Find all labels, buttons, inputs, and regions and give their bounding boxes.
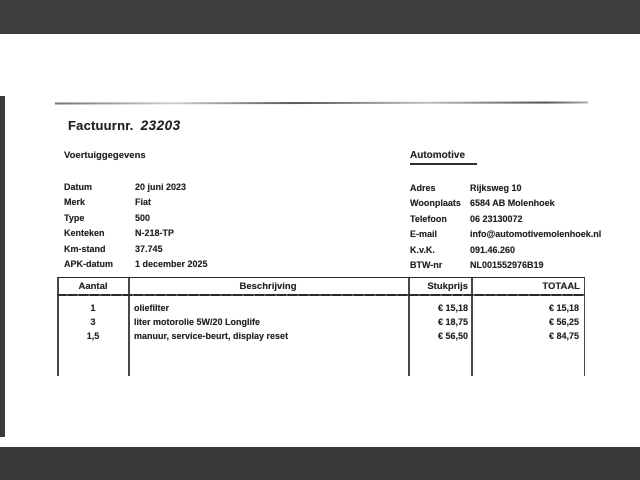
field-value: info@automotivemolenhoek.nl [470, 229, 602, 239]
company-field-kvk [410, 245, 635, 257]
cell-stukprijs: € 18,75 [437, 317, 468, 327]
field-value: 500 [135, 213, 151, 223]
scan-artifact-line [55, 101, 588, 104]
table-header-divider [57, 294, 585, 296]
cell-totaal: € 84,75 [548, 331, 579, 341]
field-value: 06 23130072 [470, 214, 523, 224]
invoice-number-label: Factuurnr. [68, 118, 134, 133]
vehicle-field-kenteken [64, 228, 404, 240]
field-value: 1 december 2025 [135, 259, 208, 269]
field-label: Merk [64, 197, 86, 207]
vehicle-field-apkdatum [64, 259, 404, 271]
scan-bottom-edge [0, 447, 640, 480]
field-label: Km-stand [64, 244, 106, 254]
cell-stukprijs: € 56,50 [437, 331, 468, 341]
field-label: K.v.K. [410, 245, 435, 255]
table-header-aantal: Aantal [78, 281, 108, 292]
field-label: Type [64, 213, 85, 223]
field-label: Telefoon [410, 214, 447, 224]
scan-left-edge [0, 96, 5, 437]
vehicle-field-type [64, 213, 404, 225]
field-label: Kenteken [64, 228, 105, 238]
company-field-woonplaats [410, 198, 635, 210]
table-header-beschrijving: Beschrijving [239, 281, 297, 292]
table-border-right [584, 277, 586, 376]
field-value: 37.745 [135, 244, 163, 254]
field-value: Rijksweg 10 [470, 183, 522, 193]
cell-aantal: 3 [90, 317, 96, 327]
field-label: Datum [64, 182, 93, 192]
field-label: Woonplaats [410, 198, 461, 208]
company-field-telefoon [410, 214, 635, 226]
scan-top-edge [0, 0, 640, 34]
field-label: Adres [410, 183, 436, 193]
company-name: Automotive [410, 150, 477, 165]
field-label: E-mail [410, 229, 438, 239]
cell-stukprijs: € 15,18 [437, 303, 468, 313]
cell-beschrijving: oliefilter [134, 303, 170, 313]
cell-totaal: € 15,18 [548, 303, 579, 313]
table-header-stukprijs: Stukprijs [427, 281, 468, 292]
company-field-adres [410, 183, 635, 195]
table-top-border [57, 277, 585, 278]
field-value: 091.46.260 [470, 245, 516, 255]
vehicle-field-kmstand [64, 244, 404, 256]
cell-aantal: 1,5 [86, 331, 100, 341]
field-value: 20 juni 2023 [135, 182, 187, 192]
company-field-btwnr [410, 260, 635, 272]
field-label: APK-datum [64, 259, 113, 269]
vehicle-section-title: Voertuiggegevens [64, 150, 146, 161]
cell-beschrijving: manuur, service-beurt, display reset [134, 331, 289, 341]
company-field-email [410, 229, 635, 241]
cell-totaal: € 56,25 [548, 317, 579, 327]
vehicle-field-merk [64, 197, 404, 209]
field-value: Fiat [135, 197, 152, 207]
table-header-totaal: TOTAAL [542, 281, 580, 292]
invoice-title [68, 118, 181, 133]
vehicle-field-datum [64, 182, 404, 194]
cell-beschrijving: liter motorolie 5W/20 Longlife [134, 317, 261, 327]
field-value: NL001552976B19 [470, 260, 544, 270]
cell-aantal: 1 [90, 303, 96, 313]
field-value: 6584 AB Molenhoek [470, 198, 555, 208]
field-label: BTW-nr [410, 260, 443, 270]
field-value: N-218-TP [135, 228, 175, 238]
invoice-number: 23203 [140, 118, 181, 133]
